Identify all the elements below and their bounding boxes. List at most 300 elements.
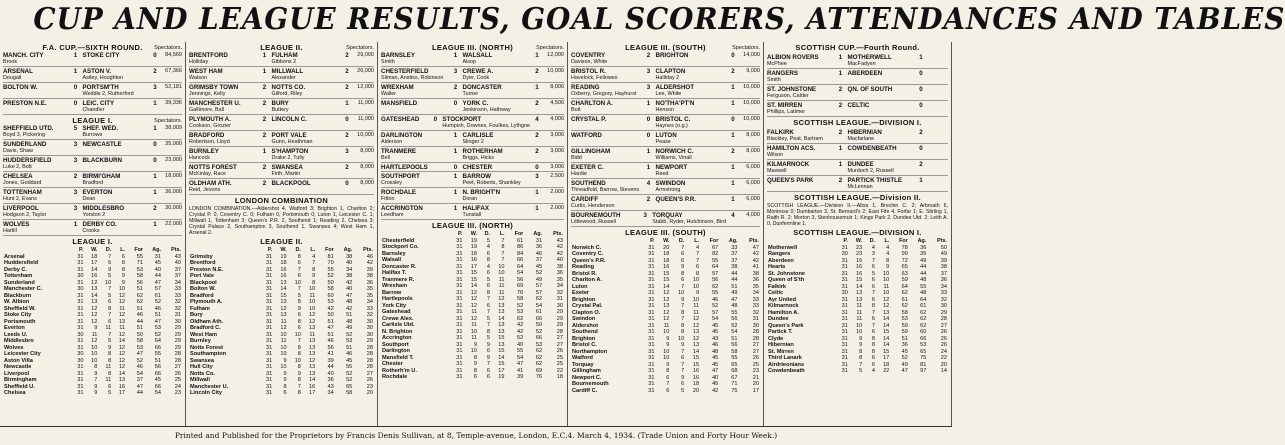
attendance (928, 54, 948, 61)
stat-cell: 47 (901, 368, 908, 374)
stat-cell: 12 (663, 309, 670, 316)
team-name: Port Vale (190, 273, 214, 279)
attendance: 8,000 (360, 147, 374, 154)
home-team: TOTTENHAM (3, 188, 42, 196)
spacer (260, 187, 270, 194)
stat-cell: 31 (265, 370, 273, 377)
home-score: 3 (73, 156, 78, 164)
stat-cell: 10 (280, 331, 287, 338)
stat-cell: 51 (731, 335, 738, 342)
attendance (928, 145, 948, 152)
stat-cell: 13 (498, 322, 505, 328)
stat-cell: 56 (712, 277, 719, 283)
home-score: 2 (838, 85, 843, 93)
away-score: 1 (731, 99, 735, 107)
spacer (836, 109, 846, 116)
team-name: Sheffield W. (4, 305, 36, 312)
stat-cell: 10 (280, 351, 287, 357)
header-cell: L. (120, 247, 126, 253)
away-team: BLACKPOOL (271, 179, 311, 187)
stat-cell: 30 (366, 331, 373, 338)
stat-cell: 58 (517, 296, 524, 302)
stat-cell: 69 (535, 367, 543, 374)
home-score: 2 (262, 163, 267, 171)
home-score: 2 (73, 172, 78, 180)
away-scorers: MacFadyen (847, 60, 876, 67)
results-note: LONDON COMBINATION.—Aldershot 4, Watford 3; Brighton 1, Charlton 2; Crystal P. 0, Coventry C. 0; Fulham 0, Portsmouth 0; Luton 1, Leicester C. 1; Millwall 1, Tottenham 3; Queen's P.R. 2, Southend 1; Reading 2, Chelsea 3; Crystal Palace 2, Southampton 3, Southend 1, Swansea 4; West Ham 1, Arsenal 2. (189, 206, 374, 236)
away-scorers: Reed (655, 170, 669, 177)
stat-cell: 7 (501, 237, 505, 244)
away-score: 4 (731, 211, 735, 219)
stat-cell: 66 (154, 383, 161, 390)
spacer (451, 212, 461, 219)
home-team: MANCHESTER U. (189, 99, 241, 107)
away-team: NOTTS CO. (271, 83, 306, 91)
stat-cell: 31 (456, 250, 463, 257)
home-score: 1 (262, 67, 267, 75)
team-name: Lincoln City (190, 390, 223, 396)
stat-cell: 15 (498, 361, 505, 367)
stat-cell: 14 (118, 370, 126, 377)
stat-cell: 9 (283, 377, 287, 383)
team-name: Dundee (768, 316, 789, 322)
stat-cell: 38 (752, 270, 759, 277)
stat-cell: 29 (556, 322, 563, 328)
home-team: RANGERS (767, 69, 798, 77)
stat-cell: 27 (556, 335, 563, 341)
section (189, 237, 374, 397)
stat-cell: 55 (712, 257, 719, 264)
stat-cell: 31 (648, 329, 655, 335)
home-team: BURNLEY (189, 147, 219, 155)
away-scorers: Bradford (82, 179, 104, 186)
home-scorers: McKinlay, Race (189, 170, 227, 177)
home-team: SOUTHEND (571, 179, 606, 187)
away-score: 4 (535, 115, 539, 123)
stat-cell: 12 (470, 289, 478, 296)
stat-cell: 30 (940, 303, 947, 309)
away-score: 0 (731, 51, 735, 59)
stat-cell: 29 (174, 338, 181, 344)
stat-cell: 39 (517, 374, 524, 380)
home-team: BRADFORD (189, 131, 225, 139)
team-name: Huddersfield (4, 260, 39, 266)
stat-cell: 9 (681, 342, 685, 348)
home-team: COVENTRY (571, 51, 606, 59)
team-name: Arsenal (4, 253, 25, 260)
spacer (71, 180, 81, 187)
stat-cell: 5 (297, 292, 301, 299)
stat-cell: 12 (118, 299, 126, 305)
stat-cell: 32 (366, 312, 373, 318)
column-4 (568, 42, 764, 426)
spacer (836, 168, 846, 175)
spacer (260, 107, 270, 114)
stat-cell: 60 (327, 292, 334, 299)
stat-cell: 12 (91, 279, 98, 286)
stat-cell: 34 (940, 283, 947, 290)
stat-cell: 11 (498, 283, 505, 289)
result-row (571, 131, 760, 147)
stat-cell: 5 (681, 387, 685, 394)
stat-cell: 16 (308, 383, 316, 390)
away-team: BLACKBURN (82, 156, 123, 164)
stat-cell: 10 (883, 290, 890, 296)
attendance: 8,000 (360, 179, 374, 186)
stat-cell: 12 (91, 305, 98, 312)
stat-cell: 16 (118, 383, 126, 390)
stat-cell: 39 (940, 257, 947, 264)
stat-cell: 5 (486, 237, 491, 244)
stat-cell: 8 (297, 351, 301, 357)
stat-cell: 31 (841, 283, 848, 290)
spacer (71, 91, 81, 98)
stat-cell: 30 (77, 286, 84, 292)
home-scorers: Curtis, Henderson (571, 202, 615, 209)
stat-cell: 45 (712, 361, 719, 368)
home-scorers: Gallimore, Ball (189, 106, 225, 113)
team-name: Bury (190, 312, 203, 318)
stat-cell: 55 (136, 253, 143, 260)
home-team: WEST HAM (189, 67, 223, 75)
stat-cell: 12 (692, 322, 700, 329)
stat-cell: 7 (486, 309, 491, 315)
stat-cell: 24 (174, 383, 181, 390)
home-scorers: Hartill (3, 227, 17, 234)
home-team: BARNSLEY (381, 51, 416, 59)
attendance: 67,366 (165, 67, 182, 74)
stat-cell: 6 (681, 355, 685, 361)
stat-cell: 15 (470, 270, 478, 276)
attendance: 10,000 (743, 99, 760, 106)
spacer (260, 139, 270, 146)
result-row (3, 172, 182, 188)
home-score: 1 (73, 67, 78, 75)
team-name: Cardiff C. (572, 387, 598, 394)
away-score: 1 (919, 176, 923, 184)
stat-cell: 5 (108, 390, 112, 396)
away-score: 0 (153, 156, 157, 164)
stat-cell: 31 (841, 342, 848, 348)
away-team: NO'THA'PT'N (655, 99, 695, 107)
away-scorers (848, 77, 915, 84)
stat-cell: 31 (648, 244, 655, 251)
stat-cell: 29 (174, 331, 181, 338)
stat-cell: 31 (841, 270, 848, 277)
stat-cell: 42 (366, 260, 373, 266)
stat-cell: 38 (731, 264, 738, 270)
stat-cell: 17 (91, 260, 98, 266)
stat-cell: 8 (297, 344, 301, 351)
section-title: LEAGUE I. (72, 237, 113, 246)
stat-cell: 12 (118, 312, 126, 318)
stat-cell: 23 (752, 368, 759, 374)
stat-cell: 53 (535, 341, 543, 348)
away-team: HALIFAX (462, 204, 489, 212)
table-row (571, 303, 760, 310)
stat-cell: 28 (752, 329, 759, 335)
stat-cell: 45 (712, 355, 719, 361)
home-team: BRISTOL R. (571, 67, 606, 75)
stat-cell: 10 (498, 263, 505, 270)
stat-cell: 8 (473, 367, 478, 374)
table-row (571, 277, 760, 284)
stat-cell: 10 (294, 331, 301, 338)
away-score: 0 (919, 101, 923, 109)
stat-cell: 8 (681, 329, 685, 335)
attendance: 52,181 (165, 83, 182, 90)
stat-cell: 31 (648, 303, 655, 309)
team-name: Liverpool (4, 370, 30, 377)
stat-cell: 62 (901, 303, 908, 309)
stat-cell: 14 (883, 322, 890, 329)
away-scorers (83, 164, 149, 171)
team-name: Aldershot (572, 322, 599, 329)
home-team: HARTLEPOOLS (381, 163, 428, 171)
stat-cell: 33 (731, 244, 738, 251)
stat-cell: 40 (346, 286, 353, 292)
stat-cell: 33 (752, 303, 759, 309)
stat-cell: 31 (265, 273, 273, 279)
spacer (451, 155, 461, 162)
header-cell: Ag. (152, 247, 161, 253)
team-name: Charlton A. (572, 277, 602, 283)
home-team: CRYSTAL P. (571, 115, 607, 123)
result-row (571, 83, 760, 99)
section (189, 43, 374, 195)
home-team: KILMARNOCK (767, 160, 810, 168)
column-3 (378, 42, 568, 426)
stat-cell: 31 (77, 344, 84, 351)
attendance: 11,000 (357, 99, 374, 106)
stat-cell: 28 (366, 357, 373, 364)
team-name: Norwich C. (572, 244, 602, 251)
stat-cell: 44 (731, 270, 738, 277)
stat-cell: 62 (920, 322, 927, 329)
away-team: YORK C. (462, 99, 489, 107)
spectators-label: Spectators. (154, 118, 182, 124)
stat-cell: 6 (297, 260, 301, 266)
stat-cell: 12 (118, 292, 126, 299)
stat-cell: 31 (456, 302, 463, 309)
stat-cell: 31 (456, 276, 463, 283)
stat-cell: 34 (346, 266, 353, 273)
spacer (644, 203, 654, 210)
stat-cell: 31 (265, 260, 273, 266)
stat-cell: 31 (556, 296, 563, 302)
stat-cell: 6 (486, 250, 491, 257)
result-row (189, 147, 374, 163)
stat-cell: 86 (517, 244, 524, 250)
attendance: 2,000 (550, 188, 564, 195)
stat-cell: 19 (498, 374, 505, 380)
stat-cell: 7 (871, 257, 876, 264)
stat-cell: 6 (695, 264, 700, 270)
stat-cell: 8 (859, 348, 863, 355)
stat-cell: 14 (855, 283, 863, 290)
header-cell: For (134, 247, 143, 253)
stat-cell: 42 (327, 305, 334, 312)
stat-cell: 36 (327, 377, 334, 383)
stat-cell: 45 (154, 260, 161, 266)
team-name: Fulham (190, 305, 210, 312)
away-team: S'HAMPTON (271, 147, 309, 155)
spectators-label: Spectators. (346, 45, 374, 51)
stat-cell: 9 (859, 335, 863, 342)
stat-cell: 31 (841, 329, 848, 335)
stat-cell: 42 (556, 250, 563, 257)
result-row (571, 67, 760, 83)
home-score: 3 (643, 211, 647, 219)
home-team: PLYMOUTH A. (189, 115, 231, 123)
stat-cell: 48 (920, 277, 927, 283)
home-score: 1 (453, 131, 458, 139)
stat-cell: 31 (841, 303, 848, 309)
stat-cell: 31 (265, 357, 273, 364)
stat-cell: 31 (265, 331, 273, 338)
away-scorers (272, 123, 341, 130)
stat-cell: 14 (308, 377, 316, 383)
home-scorers: Wilson (767, 151, 784, 158)
result-row (381, 83, 564, 99)
stat-cell: 22 (883, 368, 890, 374)
away-team: NEWPORT (655, 163, 688, 171)
header-cell: For (325, 247, 334, 253)
stat-cell: 31 (77, 279, 84, 286)
home-score: 0 (453, 163, 458, 171)
stat-cell: 7 (486, 322, 491, 328)
away-team: CELTIC (847, 101, 870, 109)
away-scorers (848, 152, 915, 159)
home-score: 2 (838, 176, 843, 184)
header-cell: D. (484, 231, 491, 237)
stat-cell: 31 (648, 290, 655, 296)
stat-cell: 13 (308, 370, 316, 377)
team-name: Preston N.E. (190, 266, 224, 273)
header-cell: Ag. (533, 231, 543, 237)
stat-cell: 4 (886, 251, 890, 257)
stat-cell: 31 (648, 348, 655, 355)
result-row (381, 172, 564, 188)
stat-cell: 31 (456, 328, 463, 335)
team-name: Queen's P.R. (572, 257, 606, 264)
stat-cell: 61 (920, 303, 927, 309)
stat-cell: 33 (752, 296, 759, 303)
stat-cell: 52 (346, 370, 353, 377)
result-row (189, 163, 374, 179)
stat-cell: 13 (308, 344, 316, 351)
stat-cell: 31 (265, 305, 273, 312)
stat-cell: 8 (859, 355, 863, 361)
stat-cell: 5 (108, 292, 112, 299)
stat-cell: 8 (283, 383, 287, 390)
team-name: Hearts (768, 264, 786, 270)
table-row (571, 388, 760, 395)
home-team: FALKIRK (767, 128, 794, 136)
stat-cell: 53 (901, 316, 908, 322)
stat-cell: 65 (920, 348, 927, 355)
stat-cell: 15 (883, 348, 890, 355)
result-row (3, 51, 182, 67)
attendance: 14,000 (743, 51, 760, 58)
section (767, 228, 948, 375)
team-name: Stockport Co. (382, 244, 419, 250)
stat-cell: 20 (663, 244, 670, 251)
away-scorers: Peet, Roberts, Shankley (462, 179, 521, 186)
attendance (928, 129, 948, 136)
stat-cell: 81 (920, 361, 927, 368)
home-score: 2 (262, 115, 267, 123)
home-team: BRENTFORD (189, 51, 228, 59)
header-cell: W. (91, 247, 98, 253)
stat-cell: 9 (486, 354, 491, 361)
home-scorers: Sliman, Anstiss, Robinson (381, 74, 444, 81)
home-score: 1 (838, 144, 843, 152)
stat-cell: 9 (94, 370, 98, 377)
home-team: ROCHDALE (381, 188, 417, 196)
stat-cell: 70 (327, 260, 334, 266)
stat-cell: 38 (556, 263, 563, 270)
stat-cell: 47 (712, 368, 719, 374)
stat-cell: 29 (940, 309, 947, 316)
stat-cell: 64 (154, 338, 161, 344)
stat-cell: 44 (154, 273, 161, 279)
stat-cell: 31 (174, 312, 181, 318)
stat-cell: 9 (859, 342, 863, 348)
stat-cell: 8 (121, 266, 126, 273)
stat-cell: 10 (855, 322, 863, 329)
stat-cell: 28 (366, 344, 373, 351)
home-scorers: Havelock, Fellowes (571, 74, 618, 81)
column-2 (186, 42, 378, 426)
stat-cell: 40 (154, 266, 161, 273)
result-row (189, 67, 374, 83)
stat-cell: 13 (692, 342, 700, 348)
spacer (71, 228, 81, 235)
home-scorers: Leedham (381, 211, 404, 218)
stat-cell: 25 (752, 361, 759, 368)
attendance: 23,000 (165, 156, 182, 163)
home-team: WOLVES (3, 220, 30, 228)
stat-cell: 54 (154, 390, 161, 396)
stat-cell: 16 (855, 270, 863, 277)
stat-cell: 10 (498, 270, 505, 276)
stat-cell: 12 (118, 344, 126, 351)
result-row (381, 188, 564, 204)
stat-cell: 31 (265, 383, 273, 390)
table-row (189, 325, 374, 332)
stat-cell: 31 (77, 377, 84, 383)
stat-cell: 10 (663, 348, 670, 355)
header-cell: Pts. (749, 238, 759, 244)
header-cell: For (709, 238, 719, 244)
stat-cell: 30 (366, 325, 373, 331)
stat-cell: 31 (841, 264, 848, 270)
stat-cell: 15 (663, 277, 670, 283)
stat-cell: 58 (136, 338, 143, 344)
away-score: 0 (919, 69, 923, 77)
stat-cell: 11 (883, 283, 890, 290)
home-score: 2 (646, 195, 651, 203)
printer-imprint: Printed and Published for the Proprietors by Francis Denis Sullivan, at 8, Temple-avenue, London, E.C.4. March 4, 1934. (Trade Union and Forty Hour Week.) (0, 426, 952, 445)
stat-cell: 82 (712, 251, 719, 257)
spacer (836, 61, 846, 68)
stat-cell: 26 (940, 342, 947, 348)
stat-cell: 51 (154, 312, 161, 318)
away-score: 1 (535, 51, 539, 59)
attendance: 8,000 (746, 147, 760, 154)
attendance (928, 161, 948, 168)
